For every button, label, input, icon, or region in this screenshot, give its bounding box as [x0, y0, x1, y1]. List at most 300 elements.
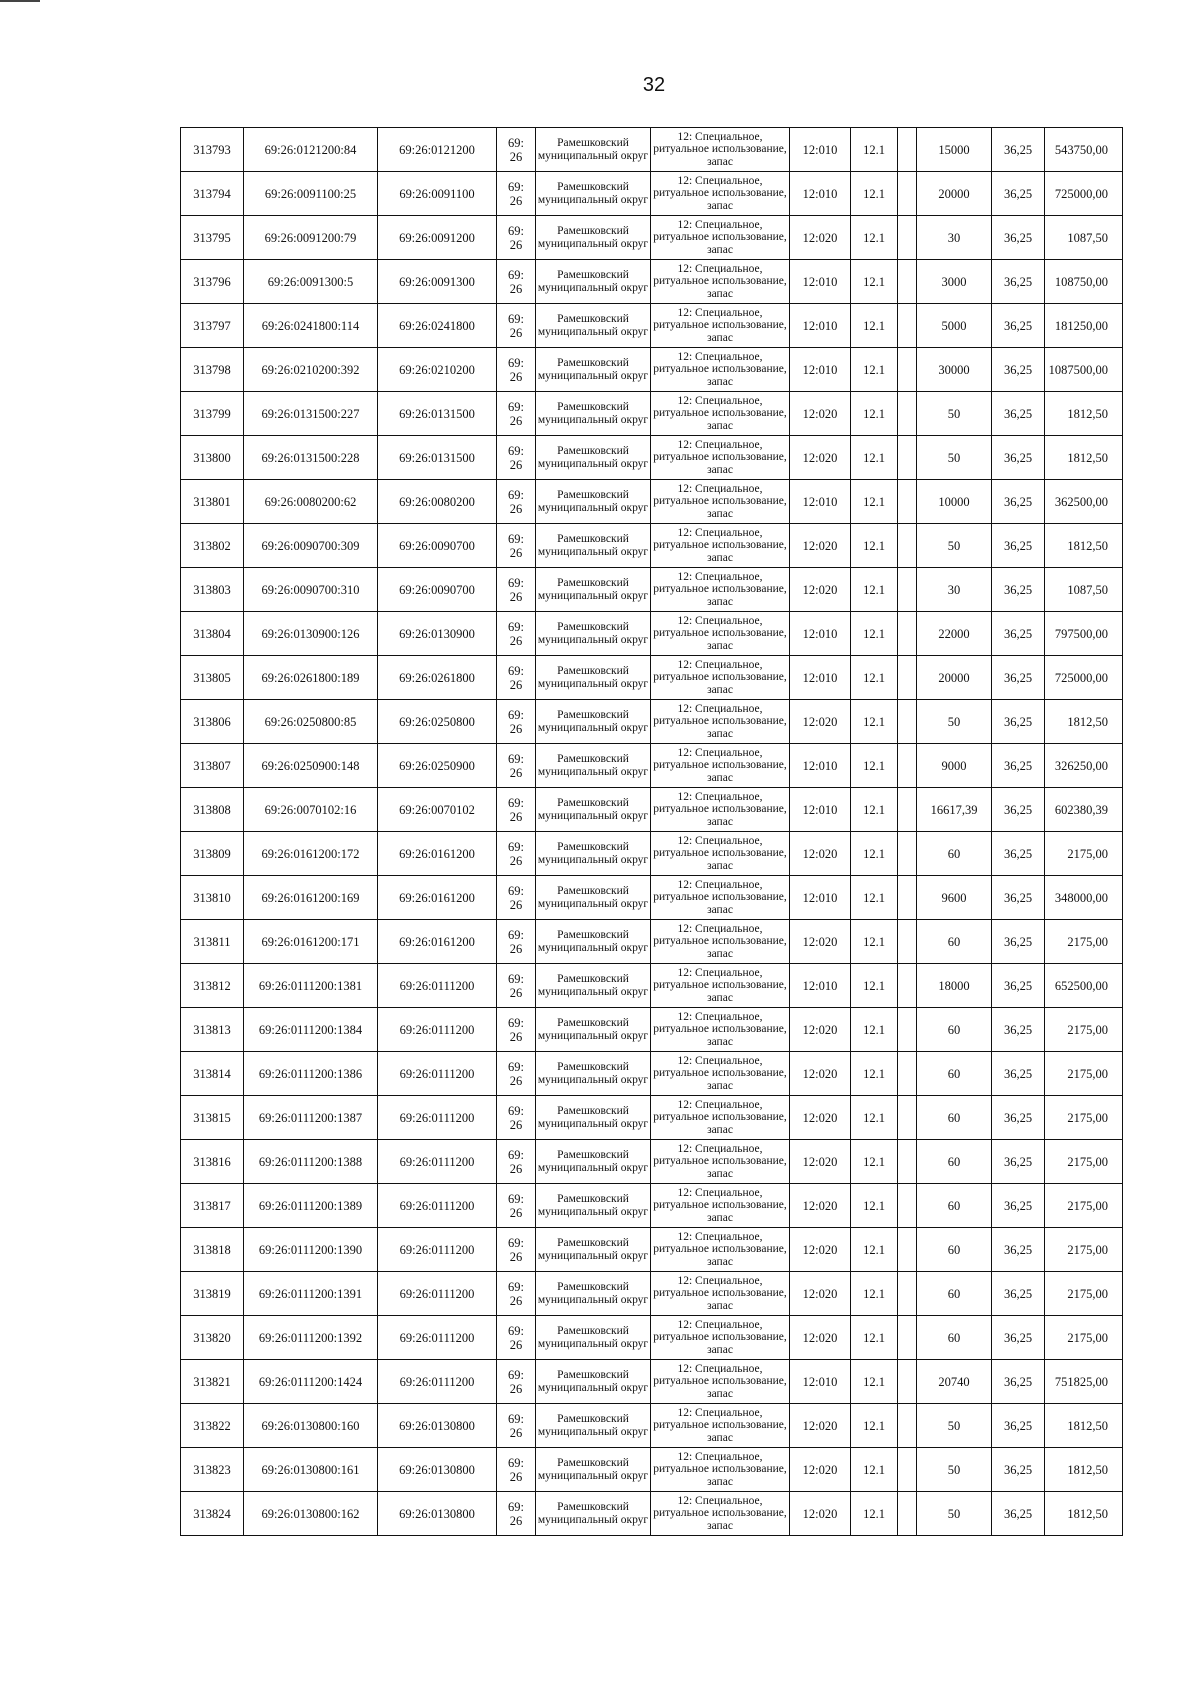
- table-row: [181, 788, 1123, 832]
- group-code-cell: 12:020: [790, 568, 851, 612]
- area-cell: 60: [917, 920, 992, 964]
- municipality-cell: Рамешковский муниципальный округ: [536, 260, 651, 304]
- cadastral-number-cell: 69:26:0250800:85: [244, 700, 378, 744]
- table-row: [181, 172, 1123, 216]
- area-cell: 20000: [917, 172, 992, 216]
- municipality-cell: Рамешковский муниципальный округ: [536, 348, 651, 392]
- group-code-cell: 12:010: [790, 744, 851, 788]
- empty-cell: [898, 832, 917, 876]
- empty-cell: [898, 348, 917, 392]
- table-row: [181, 1184, 1123, 1228]
- record-id-cell: 313801: [181, 480, 244, 524]
- land-register-table: [180, 127, 1123, 1536]
- subgroup-cell: 12.1: [851, 1184, 898, 1228]
- empty-cell: [898, 216, 917, 260]
- group-code-cell: 12:010: [790, 612, 851, 656]
- region-code-cell: 69: 26: [497, 1228, 536, 1272]
- area-cell: 50: [917, 436, 992, 480]
- cadastral-quarter-cell: 69:26:0111200: [378, 1052, 497, 1096]
- cadastral-number-cell: 69:26:0091300:5: [244, 260, 378, 304]
- rate-cell: 36,25: [992, 1140, 1045, 1184]
- area-cell: 60: [917, 832, 992, 876]
- region-code-cell: 69: 26: [497, 1184, 536, 1228]
- cadastral-number-cell: 69:26:0131500:228: [244, 436, 378, 480]
- cadastral-value-cell: 751825,00: [1045, 1360, 1123, 1404]
- municipality-cell: Рамешковский муниципальный округ: [536, 480, 651, 524]
- rate-cell: 36,25: [992, 832, 1045, 876]
- record-id-cell: 313807: [181, 744, 244, 788]
- subgroup-cell: 12.1: [851, 260, 898, 304]
- group-code-cell: 12:020: [790, 1228, 851, 1272]
- record-id-cell: 313805: [181, 656, 244, 700]
- cadastral-quarter-cell: 69:26:0210200: [378, 348, 497, 392]
- rate-cell: 36,25: [992, 788, 1045, 832]
- land-category-cell: 12: Специальное, ритуальное использование, запас: [651, 1360, 790, 1404]
- rate-cell: 36,25: [992, 392, 1045, 436]
- land-category-cell: 12: Специальное, ритуальное использование, запас: [651, 612, 790, 656]
- subgroup-cell: 12.1: [851, 920, 898, 964]
- municipality-cell: Рамешковский муниципальный округ: [536, 1404, 651, 1448]
- record-id-cell: 313794: [181, 172, 244, 216]
- municipality-cell: Рамешковский муниципальный округ: [536, 700, 651, 744]
- empty-cell: [898, 1404, 917, 1448]
- empty-cell: [898, 304, 917, 348]
- land-category-cell: 12: Специальное, ритуальное использование, запас: [651, 1448, 790, 1492]
- group-code-cell: 12:020: [790, 1272, 851, 1316]
- region-code-cell: 69: 26: [497, 700, 536, 744]
- group-code-cell: 12:010: [790, 788, 851, 832]
- table-row: [181, 920, 1123, 964]
- land-category-cell: 12: Специальное, ритуальное использование, запас: [651, 788, 790, 832]
- cadastral-value-cell: 2175,00: [1045, 1228, 1123, 1272]
- cadastral-quarter-cell: 69:26:0130800: [378, 1448, 497, 1492]
- cadastral-quarter-cell: 69:26:0111200: [378, 1184, 497, 1228]
- cadastral-quarter-cell: 69:26:0261800: [378, 656, 497, 700]
- cadastral-number-cell: 69:26:0241800:114: [244, 304, 378, 348]
- table-row: [181, 304, 1123, 348]
- group-code-cell: 12:020: [790, 216, 851, 260]
- cadastral-value-cell: 348000,00: [1045, 876, 1123, 920]
- area-cell: 50: [917, 524, 992, 568]
- municipality-cell: Рамешковский муниципальный округ: [536, 744, 651, 788]
- cadastral-value-cell: 2175,00: [1045, 1184, 1123, 1228]
- cadastral-quarter-cell: 69:26:0121200: [378, 128, 497, 172]
- subgroup-cell: 12.1: [851, 1448, 898, 1492]
- municipality-cell: Рамешковский муниципальный округ: [536, 304, 651, 348]
- municipality-cell: Рамешковский муниципальный округ: [536, 656, 651, 700]
- table-row: [181, 524, 1123, 568]
- group-code-cell: 12:010: [790, 260, 851, 304]
- municipality-cell: Рамешковский муниципальный округ: [536, 172, 651, 216]
- group-code-cell: 12:020: [790, 1492, 851, 1536]
- group-code-cell: 12:020: [790, 1448, 851, 1492]
- rate-cell: 36,25: [992, 128, 1045, 172]
- record-id-cell: 313799: [181, 392, 244, 436]
- cadastral-number-cell: 69:26:0131500:227: [244, 392, 378, 436]
- table-row: [181, 260, 1123, 304]
- rate-cell: 36,25: [992, 1492, 1045, 1536]
- rate-cell: 36,25: [992, 568, 1045, 612]
- table-row: [181, 1008, 1123, 1052]
- group-code-cell: 12:020: [790, 832, 851, 876]
- municipality-cell: Рамешковский муниципальный округ: [536, 1316, 651, 1360]
- subgroup-cell: 12.1: [851, 392, 898, 436]
- subgroup-cell: 12.1: [851, 1272, 898, 1316]
- record-id-cell: 313809: [181, 832, 244, 876]
- municipality-cell: Рамешковский муниципальный округ: [536, 832, 651, 876]
- cadastral-number-cell: 69:26:0111200:1424: [244, 1360, 378, 1404]
- rate-cell: 36,25: [992, 1228, 1045, 1272]
- record-id-cell: 313802: [181, 524, 244, 568]
- table-row: [181, 436, 1123, 480]
- cadastral-number-cell: 69:26:0161200:172: [244, 832, 378, 876]
- area-cell: 9600: [917, 876, 992, 920]
- cadastral-number-cell: 69:26:0130800:161: [244, 1448, 378, 1492]
- record-id-cell: 313803: [181, 568, 244, 612]
- municipality-cell: Рамешковский муниципальный округ: [536, 392, 651, 436]
- empty-cell: [898, 1096, 917, 1140]
- empty-cell: [898, 1140, 917, 1184]
- cadastral-quarter-cell: 69:26:0131500: [378, 436, 497, 480]
- record-id-cell: 313821: [181, 1360, 244, 1404]
- subgroup-cell: 12.1: [851, 700, 898, 744]
- subgroup-cell: 12.1: [851, 1096, 898, 1140]
- cadastral-value-cell: 108750,00: [1045, 260, 1123, 304]
- record-id-cell: 313820: [181, 1316, 244, 1360]
- land-category-cell: 12: Специальное, ритуальное использование, запас: [651, 964, 790, 1008]
- cadastral-value-cell: 1812,50: [1045, 1404, 1123, 1448]
- subgroup-cell: 12.1: [851, 1140, 898, 1184]
- cadastral-quarter-cell: 69:26:0111200: [378, 1008, 497, 1052]
- area-cell: 3000: [917, 260, 992, 304]
- cadastral-value-cell: 2175,00: [1045, 1008, 1123, 1052]
- empty-cell: [898, 876, 917, 920]
- cadastral-value-cell: 181250,00: [1045, 304, 1123, 348]
- cadastral-value-cell: 543750,00: [1045, 128, 1123, 172]
- record-id-cell: 313816: [181, 1140, 244, 1184]
- table-row: [181, 612, 1123, 656]
- land-category-cell: 12: Специальное, ритуальное использование, запас: [651, 1404, 790, 1448]
- area-cell: 16617,39: [917, 788, 992, 832]
- area-cell: 60: [917, 1316, 992, 1360]
- land-category-cell: 12: Специальное, ритуальное использование, запас: [651, 1228, 790, 1272]
- table-row: [181, 1360, 1123, 1404]
- subgroup-cell: 12.1: [851, 128, 898, 172]
- area-cell: 9000: [917, 744, 992, 788]
- rate-cell: 36,25: [992, 920, 1045, 964]
- area-cell: 50: [917, 392, 992, 436]
- table-row: [181, 1448, 1123, 1492]
- municipality-cell: Рамешковский муниципальный округ: [536, 568, 651, 612]
- table-row: [181, 568, 1123, 612]
- empty-cell: [898, 964, 917, 1008]
- cadastral-number-cell: 69:26:0091100:25: [244, 172, 378, 216]
- land-category-cell: 12: Специальное, ритуальное использование, запас: [651, 1316, 790, 1360]
- land-category-cell: 12: Специальное, ритуальное использование, запас: [651, 876, 790, 920]
- region-code-cell: 69: 26: [497, 480, 536, 524]
- table-row: [181, 348, 1123, 392]
- subgroup-cell: 12.1: [851, 744, 898, 788]
- area-cell: 60: [917, 1008, 992, 1052]
- region-code-cell: 69: 26: [497, 1360, 536, 1404]
- cadastral-value-cell: 1087500,00: [1045, 348, 1123, 392]
- land-category-cell: 12: Специальное, ритуальное использование, запас: [651, 1052, 790, 1096]
- table-row: [181, 1052, 1123, 1096]
- cadastral-number-cell: 69:26:0161200:171: [244, 920, 378, 964]
- land-category-cell: 12: Специальное, ритуальное использование, запас: [651, 480, 790, 524]
- record-id-cell: 313804: [181, 612, 244, 656]
- municipality-cell: Рамешковский муниципальный округ: [536, 1492, 651, 1536]
- cadastral-quarter-cell: 69:26:0080200: [378, 480, 497, 524]
- region-code-cell: 69: 26: [497, 1140, 536, 1184]
- land-category-cell: 12: Специальное, ритуальное использование, запас: [651, 568, 790, 612]
- rate-cell: 36,25: [992, 700, 1045, 744]
- empty-cell: [898, 1228, 917, 1272]
- group-code-cell: 12:010: [790, 656, 851, 700]
- table-body: [181, 128, 1123, 1536]
- rate-cell: 36,25: [992, 1404, 1045, 1448]
- cadastral-quarter-cell: 69:26:0111200: [378, 1272, 497, 1316]
- cadastral-value-cell: 1812,50: [1045, 1448, 1123, 1492]
- group-code-cell: 12:020: [790, 1404, 851, 1448]
- group-code-cell: 12:020: [790, 920, 851, 964]
- land-category-cell: 12: Специальное, ритуальное использование, запас: [651, 172, 790, 216]
- subgroup-cell: 12.1: [851, 480, 898, 524]
- region-code-cell: 69: 26: [497, 1008, 536, 1052]
- record-id-cell: 313806: [181, 700, 244, 744]
- empty-cell: [898, 436, 917, 480]
- record-id-cell: 313808: [181, 788, 244, 832]
- empty-cell: [898, 1008, 917, 1052]
- land-category-cell: 12: Специальное, ритуальное использование, запас: [651, 436, 790, 480]
- subgroup-cell: 12.1: [851, 876, 898, 920]
- table-row: [181, 392, 1123, 436]
- region-code-cell: 69: 26: [497, 1272, 536, 1316]
- group-code-cell: 12:020: [790, 700, 851, 744]
- land-category-cell: 12: Специальное, ритуальное использование, запас: [651, 1096, 790, 1140]
- cadastral-value-cell: 1812,50: [1045, 524, 1123, 568]
- empty-cell: [898, 568, 917, 612]
- table-row: [181, 128, 1123, 172]
- subgroup-cell: 12.1: [851, 1492, 898, 1536]
- land-category-cell: 12: Специальное, ритуальное использование, запас: [651, 1140, 790, 1184]
- cadastral-value-cell: 602380,39: [1045, 788, 1123, 832]
- area-cell: 30: [917, 568, 992, 612]
- cadastral-number-cell: 69:26:0161200:169: [244, 876, 378, 920]
- municipality-cell: Рамешковский муниципальный округ: [536, 1184, 651, 1228]
- land-category-cell: 12: Специальное, ритуальное использование, запас: [651, 832, 790, 876]
- municipality-cell: Рамешковский муниципальный округ: [536, 920, 651, 964]
- region-code-cell: 69: 26: [497, 876, 536, 920]
- area-cell: 60: [917, 1096, 992, 1140]
- cadastral-value-cell: 725000,00: [1045, 656, 1123, 700]
- municipality-cell: Рамешковский муниципальный округ: [536, 436, 651, 480]
- empty-cell: [898, 920, 917, 964]
- cadastral-number-cell: 69:26:0080200:62: [244, 480, 378, 524]
- cadastral-number-cell: 69:26:0111200:1381: [244, 964, 378, 1008]
- empty-cell: [898, 1492, 917, 1536]
- empty-cell: [898, 612, 917, 656]
- cadastral-number-cell: 69:26:0130800:160: [244, 1404, 378, 1448]
- cadastral-number-cell: 69:26:0111200:1392: [244, 1316, 378, 1360]
- cadastral-quarter-cell: 69:26:0091100: [378, 172, 497, 216]
- cadastral-number-cell: 69:26:0130800:162: [244, 1492, 378, 1536]
- cadastral-quarter-cell: 69:26:0111200: [378, 1140, 497, 1184]
- area-cell: 20000: [917, 656, 992, 700]
- subgroup-cell: 12.1: [851, 348, 898, 392]
- group-code-cell: 12:010: [790, 128, 851, 172]
- region-code-cell: 69: 26: [497, 964, 536, 1008]
- subgroup-cell: 12.1: [851, 216, 898, 260]
- land-category-cell: 12: Специальное, ритуальное использование, запас: [651, 392, 790, 436]
- municipality-cell: Рамешковский муниципальный округ: [536, 876, 651, 920]
- empty-cell: [898, 172, 917, 216]
- cadastral-value-cell: 1812,50: [1045, 1492, 1123, 1536]
- record-id-cell: 313811: [181, 920, 244, 964]
- table-row: [181, 832, 1123, 876]
- area-cell: 30: [917, 216, 992, 260]
- cadastral-quarter-cell: 69:26:0091200: [378, 216, 497, 260]
- subgroup-cell: 12.1: [851, 172, 898, 216]
- rate-cell: 36,25: [992, 436, 1045, 480]
- municipality-cell: Рамешковский муниципальный округ: [536, 1096, 651, 1140]
- region-code-cell: 69: 26: [497, 612, 536, 656]
- table-row: [181, 1096, 1123, 1140]
- cadastral-quarter-cell: 69:26:0250900: [378, 744, 497, 788]
- land-category-cell: 12: Специальное, ритуальное использование, запас: [651, 1272, 790, 1316]
- cadastral-quarter-cell: 69:26:0111200: [378, 1096, 497, 1140]
- empty-cell: [898, 1272, 917, 1316]
- empty-cell: [898, 392, 917, 436]
- cadastral-number-cell: 69:26:0210200:392: [244, 348, 378, 392]
- municipality-cell: Рамешковский муниципальный округ: [536, 1228, 651, 1272]
- subgroup-cell: 12.1: [851, 788, 898, 832]
- record-id-cell: 313796: [181, 260, 244, 304]
- group-code-cell: 12:020: [790, 1096, 851, 1140]
- cadastral-number-cell: 69:26:0261800:189: [244, 656, 378, 700]
- rate-cell: 36,25: [992, 656, 1045, 700]
- cadastral-number-cell: 69:26:0121200:84: [244, 128, 378, 172]
- area-cell: 60: [917, 1272, 992, 1316]
- record-id-cell: 313823: [181, 1448, 244, 1492]
- record-id-cell: 313817: [181, 1184, 244, 1228]
- rate-cell: 36,25: [992, 1052, 1045, 1096]
- area-cell: 50: [917, 1448, 992, 1492]
- region-code-cell: 69: 26: [497, 920, 536, 964]
- group-code-cell: 12:020: [790, 1052, 851, 1096]
- land-category-cell: 12: Специальное, ритуальное использование, запас: [651, 1008, 790, 1052]
- group-code-cell: 12:010: [790, 964, 851, 1008]
- group-code-cell: 12:010: [790, 1360, 851, 1404]
- rate-cell: 36,25: [992, 1008, 1045, 1052]
- cadastral-number-cell: 69:26:0111200:1390: [244, 1228, 378, 1272]
- cadastral-quarter-cell: 69:26:0090700: [378, 524, 497, 568]
- rate-cell: 36,25: [992, 172, 1045, 216]
- region-code-cell: 69: 26: [497, 1096, 536, 1140]
- empty-cell: [898, 1448, 917, 1492]
- table-row: [181, 964, 1123, 1008]
- region-code-cell: 69: 26: [497, 568, 536, 612]
- region-code-cell: 69: 26: [497, 1052, 536, 1096]
- region-code-cell: 69: 26: [497, 744, 536, 788]
- land-category-cell: 12: Специальное, ритуальное использование, запас: [651, 524, 790, 568]
- cadastral-value-cell: 326250,00: [1045, 744, 1123, 788]
- municipality-cell: Рамешковский муниципальный округ: [536, 788, 651, 832]
- region-code-cell: 69: 26: [497, 436, 536, 480]
- region-code-cell: 69: 26: [497, 392, 536, 436]
- empty-cell: [898, 1184, 917, 1228]
- subgroup-cell: 12.1: [851, 1316, 898, 1360]
- group-code-cell: 12:020: [790, 1316, 851, 1360]
- cadastral-value-cell: 2175,00: [1045, 1096, 1123, 1140]
- record-id-cell: 313810: [181, 876, 244, 920]
- subgroup-cell: 12.1: [851, 656, 898, 700]
- area-cell: 60: [917, 1228, 992, 1272]
- cadastral-quarter-cell: 69:26:0111200: [378, 1360, 497, 1404]
- area-cell: 15000: [917, 128, 992, 172]
- municipality-cell: Рамешковский муниципальный округ: [536, 1272, 651, 1316]
- empty-cell: [898, 480, 917, 524]
- table-row: [181, 876, 1123, 920]
- land-category-cell: 12: Специальное, ритуальное использование, запас: [651, 700, 790, 744]
- rate-cell: 36,25: [992, 1316, 1045, 1360]
- cadastral-quarter-cell: 69:26:0070102: [378, 788, 497, 832]
- cadastral-quarter-cell: 69:26:0130800: [378, 1404, 497, 1448]
- record-id-cell: 313795: [181, 216, 244, 260]
- region-code-cell: 69: 26: [497, 128, 536, 172]
- empty-cell: [898, 524, 917, 568]
- area-cell: 50: [917, 1492, 992, 1536]
- empty-cell: [898, 744, 917, 788]
- region-code-cell: 69: 26: [497, 260, 536, 304]
- subgroup-cell: 12.1: [851, 964, 898, 1008]
- table-row: [181, 744, 1123, 788]
- subgroup-cell: 12.1: [851, 304, 898, 348]
- table-row: [181, 1140, 1123, 1184]
- rate-cell: 36,25: [992, 304, 1045, 348]
- cadastral-number-cell: 69:26:0111200:1391: [244, 1272, 378, 1316]
- region-code-cell: 69: 26: [497, 524, 536, 568]
- cadastral-quarter-cell: 69:26:0161200: [378, 876, 497, 920]
- cadastral-quarter-cell: 69:26:0161200: [378, 832, 497, 876]
- rate-cell: 36,25: [992, 964, 1045, 1008]
- record-id-cell: 313814: [181, 1052, 244, 1096]
- cadastral-number-cell: 69:26:0130900:126: [244, 612, 378, 656]
- cadastral-quarter-cell: 69:26:0130800: [378, 1492, 497, 1536]
- rate-cell: 36,25: [992, 876, 1045, 920]
- region-code-cell: 69: 26: [497, 1448, 536, 1492]
- area-cell: 50: [917, 700, 992, 744]
- land-category-cell: 12: Специальное, ритуальное использование, запас: [651, 128, 790, 172]
- municipality-cell: Рамешковский муниципальный округ: [536, 964, 651, 1008]
- land-category-cell: 12: Специальное, ритуальное использование, запас: [651, 656, 790, 700]
- cadastral-number-cell: 69:26:0111200:1387: [244, 1096, 378, 1140]
- cadastral-value-cell: 2175,00: [1045, 920, 1123, 964]
- cadastral-number-cell: 69:26:0090700:309: [244, 524, 378, 568]
- land-category-cell: 12: Специальное, ритуальное использование, запас: [651, 304, 790, 348]
- cadastral-value-cell: 1087,50: [1045, 216, 1123, 260]
- cadastral-value-cell: 2175,00: [1045, 1316, 1123, 1360]
- record-id-cell: 313793: [181, 128, 244, 172]
- cadastral-value-cell: 2175,00: [1045, 832, 1123, 876]
- table-row: [181, 1316, 1123, 1360]
- land-category-cell: 12: Специальное, ритуальное использование, запас: [651, 216, 790, 260]
- region-code-cell: 69: 26: [497, 788, 536, 832]
- municipality-cell: Рамешковский муниципальный округ: [536, 1052, 651, 1096]
- land-category-cell: 12: Специальное, ритуальное использование, запас: [651, 744, 790, 788]
- area-cell: 60: [917, 1140, 992, 1184]
- land-category-cell: 12: Специальное, ритуальное использование, запас: [651, 348, 790, 392]
